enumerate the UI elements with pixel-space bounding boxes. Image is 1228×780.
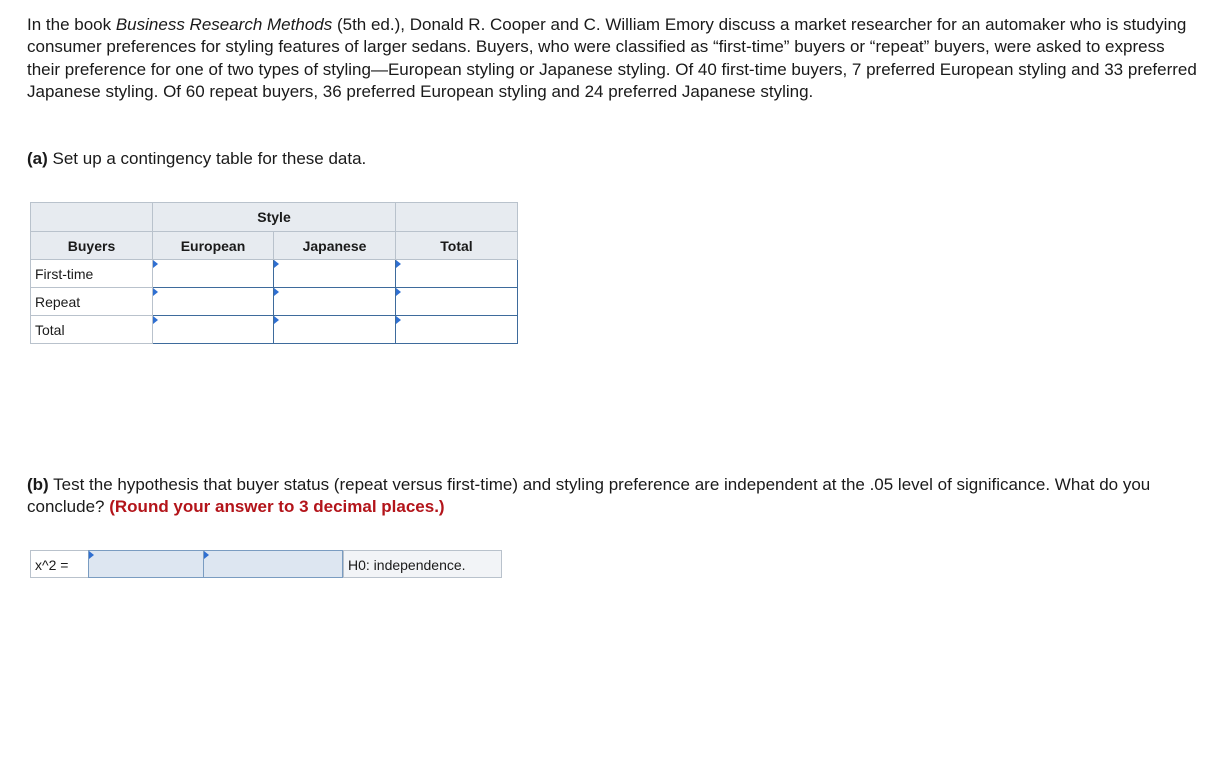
decision-select-box bbox=[204, 550, 343, 578]
first-time-japanese-input[interactable] bbox=[274, 266, 395, 282]
first-time-european-input[interactable] bbox=[153, 266, 273, 282]
repeat-japanese-cell bbox=[274, 288, 396, 316]
total-column-header: Total bbox=[396, 232, 518, 260]
chi-square-value-input[interactable] bbox=[89, 551, 203, 577]
row-label-first-time: First-time bbox=[31, 260, 153, 288]
total-european-cell bbox=[153, 316, 274, 344]
input-flag-icon bbox=[153, 316, 158, 324]
style-group-header: Style bbox=[153, 203, 396, 232]
part-a-label: (a) bbox=[27, 149, 48, 168]
total-group-spacer bbox=[396, 203, 518, 232]
input-flag-icon bbox=[274, 288, 279, 296]
japanese-column-header: Japanese bbox=[274, 232, 396, 260]
total-european-input[interactable] bbox=[153, 322, 273, 338]
table-row bbox=[31, 260, 518, 288]
input-flag-icon bbox=[274, 316, 279, 324]
input-flag-icon bbox=[153, 260, 158, 268]
decision-input[interactable] bbox=[204, 551, 342, 577]
input-flag-icon bbox=[396, 260, 401, 268]
input-flag-icon bbox=[204, 551, 209, 559]
part-a-question bbox=[27, 148, 366, 170]
row-label-total: Total bbox=[31, 316, 153, 344]
repeat-japanese-input[interactable] bbox=[274, 294, 395, 310]
european-column-header: European bbox=[153, 232, 274, 260]
table-row bbox=[31, 316, 518, 344]
part-b-text: Test the hypothesis that buyer status (repeat versus first-time) and styling preference are independent at the .05 level of significance. What do you conclude? bbox=[27, 475, 1151, 517]
repeat-total-input[interactable] bbox=[396, 294, 517, 310]
hypothesis-text: H0: independence. bbox=[343, 550, 502, 578]
table-row bbox=[31, 288, 518, 316]
total-japanese-cell bbox=[274, 316, 396, 344]
first-time-total-cell bbox=[396, 260, 518, 288]
first-time-total-input[interactable] bbox=[396, 266, 517, 282]
intro-prefix: In the book bbox=[27, 15, 116, 34]
table-corner-cell bbox=[31, 203, 153, 232]
repeat-european-cell bbox=[153, 288, 274, 316]
grand-total-cell bbox=[396, 316, 518, 344]
chi-square-answer-row bbox=[30, 550, 502, 578]
first-time-european-cell bbox=[153, 260, 274, 288]
input-flag-icon bbox=[396, 316, 401, 324]
input-flag-icon bbox=[274, 260, 279, 268]
contingency-table bbox=[30, 202, 518, 344]
input-flag-icon bbox=[153, 288, 158, 296]
row-label-repeat: Repeat bbox=[31, 288, 153, 316]
problem-statement bbox=[27, 14, 1197, 104]
intro-rest: (5th ed.), Donald R. Cooper and C. William Emory discuss a market researcher for an automaker who is studying consumer preferences for styling features of larger sedans. Buyers, who were classified as “first-time” buyers or “repeat” buyers, were asked to express their preference for one of two types of styling—European styling or Japanese styling. Of 40 first-time buyers, 7 preferred European styling and 33 preferred Japanese styling. Of 60 repeat buyers, 36 preferred European styling and 24 preferred Japanese styling. bbox=[27, 15, 1197, 102]
part-b-question bbox=[27, 474, 1197, 519]
rounding-note: (Round your answer to 3 decimal places.) bbox=[109, 497, 445, 517]
chi-square-label: x^2 = bbox=[30, 550, 88, 578]
total-japanese-input[interactable] bbox=[274, 322, 395, 338]
first-time-japanese-cell bbox=[274, 260, 396, 288]
book-title: Business Research Methods bbox=[115, 15, 333, 34]
part-b-label: (b) bbox=[27, 475, 49, 494]
input-flag-icon bbox=[396, 288, 401, 296]
buyers-column-header: Buyers bbox=[31, 232, 153, 260]
grand-total-input[interactable] bbox=[396, 322, 517, 338]
repeat-total-cell bbox=[396, 288, 518, 316]
chi-square-value-box bbox=[88, 550, 204, 578]
repeat-european-input[interactable] bbox=[153, 294, 273, 310]
part-a-text: Set up a contingency table for these data. bbox=[47, 149, 367, 168]
input-flag-icon bbox=[89, 551, 94, 559]
